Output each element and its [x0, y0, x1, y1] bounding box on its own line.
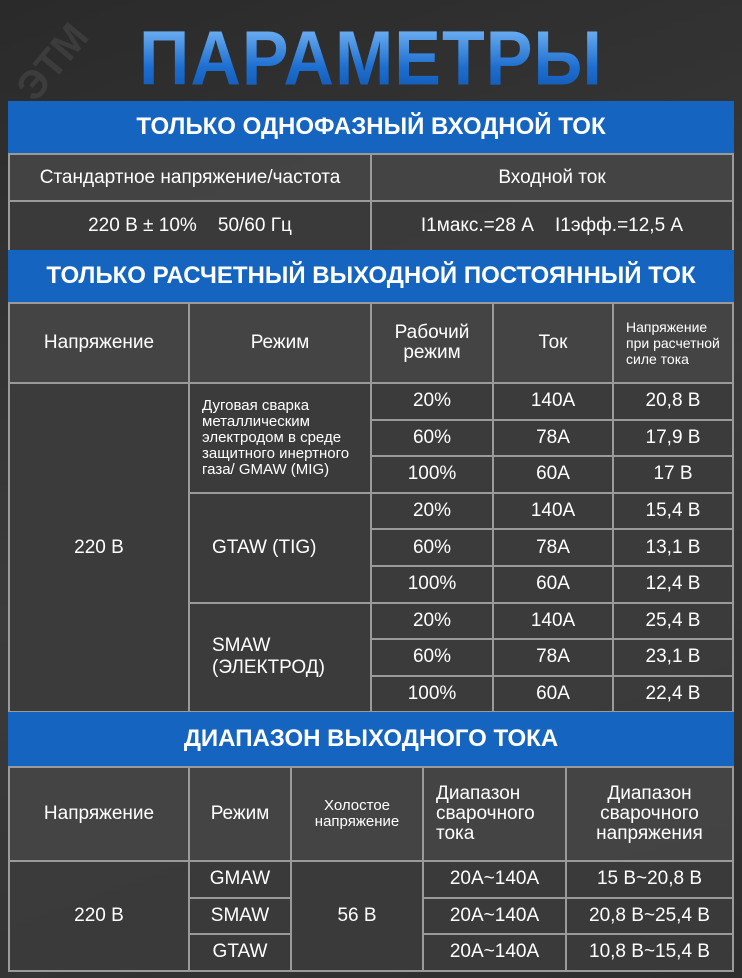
- cell: 100%: [371, 676, 493, 713]
- cell: SMAW: [189, 898, 291, 935]
- col-header: Напряжение: [9, 303, 189, 383]
- cell: GMAW: [189, 861, 291, 898]
- cell: Дуговая сварка металлическим электродом в среде защитного инертного газа/ GMAW (MIG): [189, 383, 371, 493]
- section-header-input: ТОЛЬКО ОДНОФАЗНЫЙ ВХОДНОЙ ТОК: [8, 101, 734, 153]
- cell: 15 В~20,8 В: [566, 861, 733, 898]
- col-header: Напряжение: [9, 767, 189, 861]
- cell: 25,4 В: [613, 603, 733, 640]
- cell: 20%: [371, 383, 493, 420]
- table-row: [9, 383, 733, 420]
- cell: 20A~140A: [423, 934, 566, 971]
- cell: 20,8 В~25,4 В: [566, 898, 733, 935]
- cell: 60A: [493, 456, 613, 493]
- cell: 100%: [371, 456, 493, 493]
- cell: 220 В ± 10% 50/60 Гц: [9, 201, 371, 251]
- cell: 78A: [493, 420, 613, 457]
- col-header: Напряжение при расчетной силе тока: [613, 303, 733, 383]
- table-row: [9, 861, 733, 898]
- col-header: Режим: [189, 303, 371, 383]
- cell: SMAW (ЭЛЕКТРОД): [189, 603, 371, 713]
- col-header: Ток: [493, 303, 613, 383]
- cell: 12,4 В: [613, 566, 733, 603]
- cell: 20%: [371, 603, 493, 640]
- cell: 56 В: [291, 861, 423, 971]
- cell: 78A: [493, 639, 613, 676]
- cell: 60%: [371, 420, 493, 457]
- cell: 220 В: [9, 861, 189, 971]
- cell: 140A: [493, 383, 613, 420]
- cell: 78A: [493, 529, 613, 566]
- col-header: Диапазон сварочного тока: [423, 767, 566, 861]
- cell: 60%: [371, 529, 493, 566]
- cell: 140A: [493, 603, 613, 640]
- cell: GTAW: [189, 934, 291, 971]
- col-header: Холостое напряжение: [291, 767, 423, 861]
- cell: 17,9 В: [613, 420, 733, 457]
- section-header-rated: ТОЛЬКО РАСЧЕТНЫЙ ВЫХОДНОЙ ПОСТОЯННЫЙ ТОК: [8, 250, 734, 302]
- cell: 23,1 В: [613, 639, 733, 676]
- rated-table: [8, 302, 734, 713]
- cell: 20A~140A: [423, 898, 566, 935]
- cell: 60A: [493, 676, 613, 713]
- input-table: [8, 153, 734, 252]
- cell: 13,1 В: [613, 529, 733, 566]
- cell: 22,4 В: [613, 676, 733, 713]
- page-title: ПАРАМЕТРЫ: [0, 14, 742, 102]
- cell: 140A: [493, 493, 613, 530]
- cell: 20A~140A: [423, 861, 566, 898]
- cell: 220 В: [9, 383, 189, 712]
- section-header-range: ДИАПАЗОН ВЫХОДНОГО ТОКА: [8, 712, 734, 766]
- cell: 100%: [371, 566, 493, 603]
- cell: 20%: [371, 493, 493, 530]
- range-table: [8, 766, 734, 972]
- cell: GTAW (TIG): [189, 493, 371, 603]
- cell: I1макс.=28 А I1эфф.=12,5 А: [371, 201, 733, 251]
- cell: 20,8 В: [613, 383, 733, 420]
- col-header: Входной ток: [371, 154, 733, 201]
- col-header: Режим: [189, 767, 291, 861]
- col-header: Рабочий режим: [371, 303, 493, 383]
- cell: 10,8 В~15,4 В: [566, 934, 733, 971]
- cell: 15,4 В: [613, 493, 733, 530]
- cell: 17 В: [613, 456, 733, 493]
- cell: 60A: [493, 566, 613, 603]
- col-header: Стандартное напряжение/частота: [9, 154, 371, 201]
- cell: 60%: [371, 639, 493, 676]
- col-header: Диапазон сварочного напряжения: [566, 767, 733, 861]
